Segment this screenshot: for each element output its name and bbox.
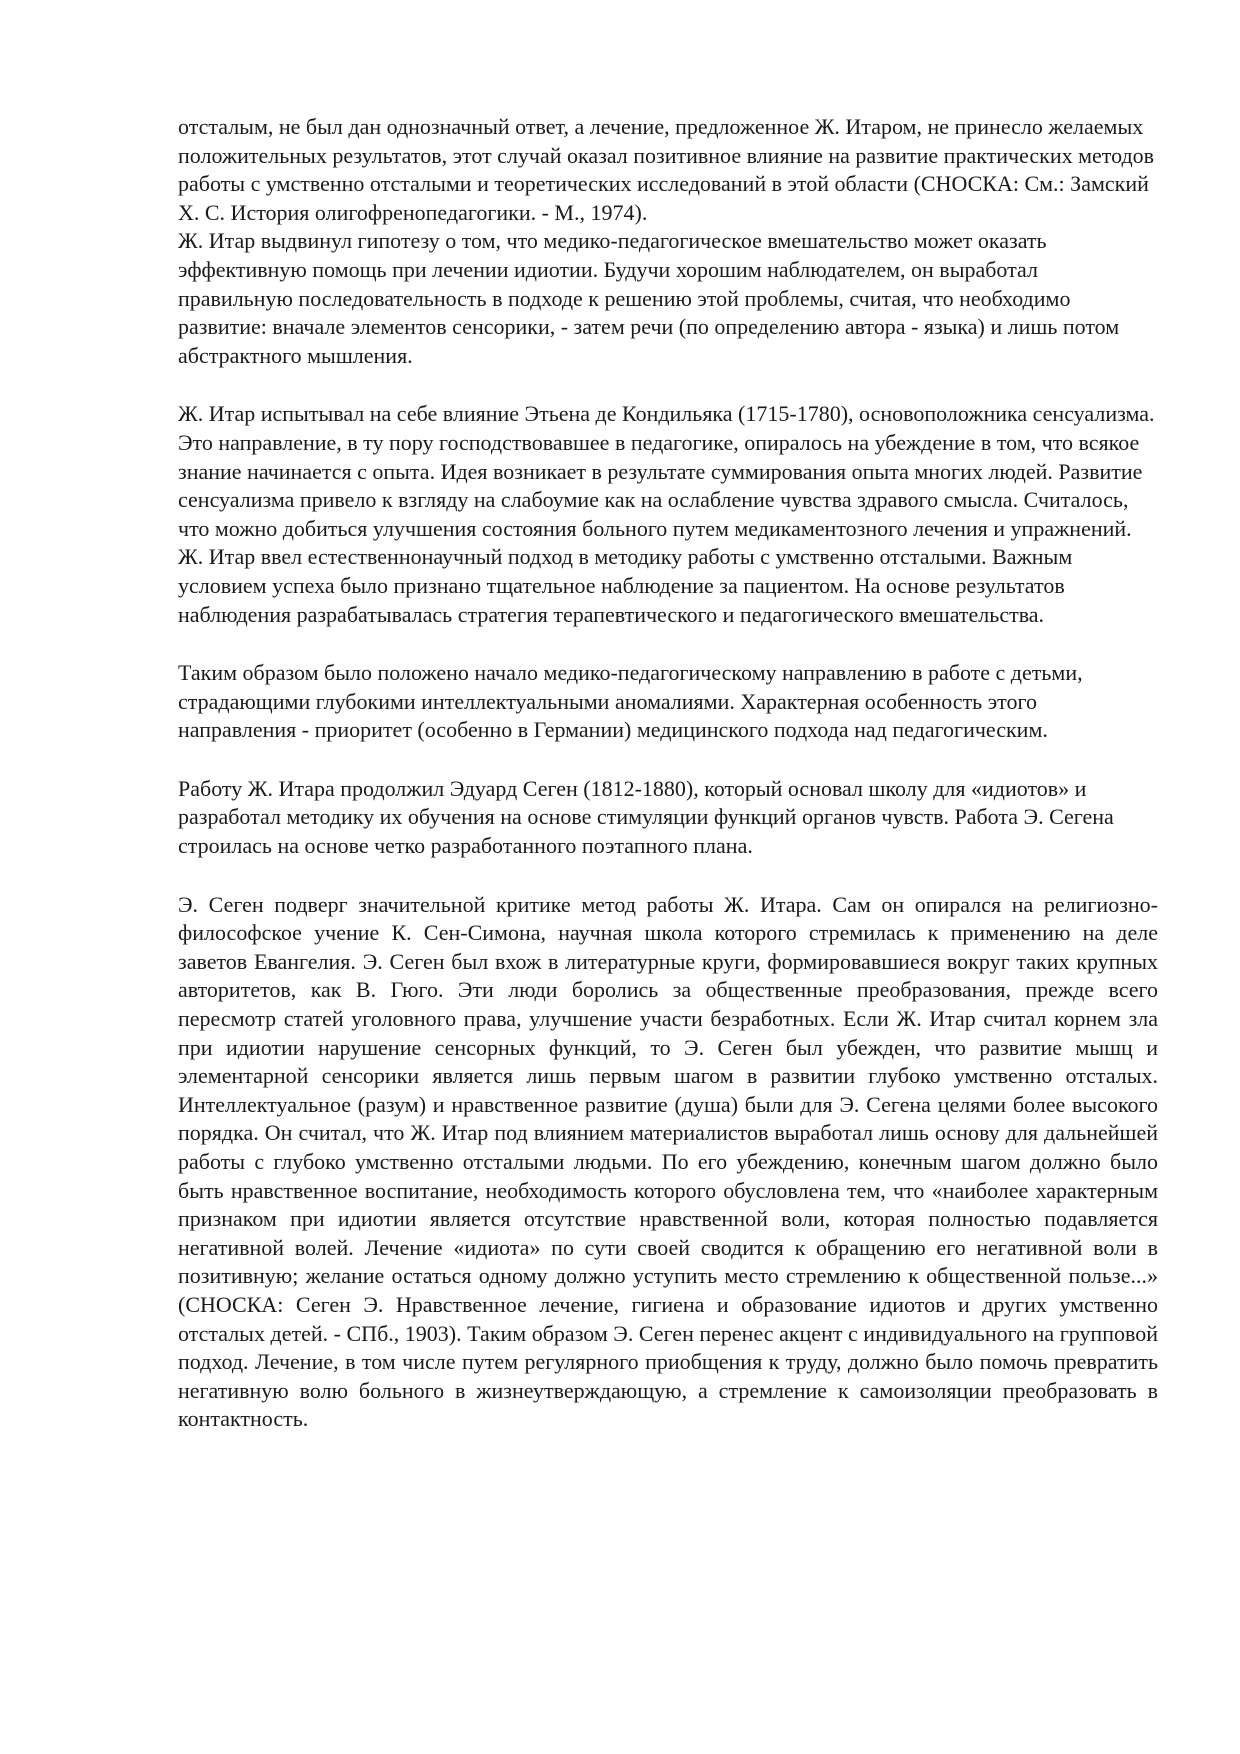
- paragraph-spacer: [178, 629, 1158, 659]
- paragraph-spacer: [178, 861, 1158, 891]
- paragraph-itard-hypothesis: Ж. Итар выдвинул гипотезу о том, что медико-педагогическое вмешательство может оказать эффективную помощь при лечении идиотии. Будучи хорошим наблюдателем, он выработал правильную последовательность в подходе к решению этой проблемы, считая, что необходимо развитие: вначале элементов сенсорики, - затем речи (по определению автора - языка) и лишь потом абстрактного мышления.: [178, 228, 1120, 368]
- paragraph-itard-case-continuation: отсталым, не был дан однозначный ответ, а лечение, предложенное Ж. Итаром, не принесло желаемых положительных результатов, этот случай оказал позитивное влияние на развитие практических методов работы с умственно отсталыми и теоретических исследований в этой области (СНОСКА: См.: Замский X. С. История олигофренопедагогики. - М., 1974).: [178, 114, 1155, 225]
- paragraph-condillac-sensualism: Ж. Итар испытывал на себе влияние Этьена де Кондильяка (1715-1780), основоположника сенсуализма. Это направление, в ту пору господствовавшее в педагогике, опиралось на убеждение в том, что всякое знание начинается с опыта. Идея возникает в результате суммирования опыта многих людей. Развитие сенсуализма привело к взгляду на слабоумие как на ослабление чувства здравого смысла. Считалось, что можно добиться улучшения состояния больного путем медикаментозного лечения и упражнений. Ж. Итар ввел естественнонаучный подход в методику работы с умственно отсталыми. Важным условием успеха было признано тщательное наблюдение за пациентом. На основе результатов наблюдения разрабатывалась стратегия терапевтического и педагогического вмешательства.: [178, 401, 1155, 627]
- paragraph-spacer: [178, 745, 1158, 775]
- paragraph-spacer: [178, 370, 1158, 400]
- paragraph-medical-pedagogical-direction: Таким образом было положено начало медико-педагогическому направлению в работе с детьми, страдающими глубокими интеллектуальными аномалиями. Характерная особенность этого направления - приоритет (особенно в Германии) медицинского подхода над педагогическим.: [178, 660, 1083, 743]
- document-body: [178, 113, 1158, 1434]
- paragraph-seguin-critique: Э. Сеген подверг значительной критике метод работы Ж. Итара. Сам он опирался на религиозно-философское учение К. Сен-Симона, научная школа которого стремилась к применению на деле заветов Евангелия. Э. Сеген был вхож в литературные круги, формировавшиеся вокруг таких крупных авторитетов, как В. Гюго. Эти люди боролись за общественные преобразования, прежде всего пересмотр статей уголовного права, улучшение участи безработных. Если Ж. Итар считал корнем зла при идиотии нарушение сенсорных функций, то Э. Сеген был убежден, что развитие мышц и элементарной сенсорики является лишь первым шагом в развитии глубоко умственно отсталых. Интеллектуальное (разум) и нравственное развитие (душа) были для Э. Сегена целями более высокого порядка. Он считал, что Ж. Итар под влиянием материалистов выработал лишь основу для дальнейшей работы с глубоко умственно отсталыми людьми. По его убеждению, конечным шагом должно было быть нравственное воспитание, необходимость которого обусловлена тем, что «наиболее характерным признаком при идиотии является отсутствие нравственной воли, которая полностью подавляется негативной волей. Лечение «идиота» по сути своей сводится к обращению его негативной воли в позитивную; желание остаться одному должно уступить место стремлению к общественной пользе...» (СНОСКА: Сеген Э. Нравственное лечение, гигиена и образование идиотов и других умственно отсталых детей. - СПб., 1903). Таким образом Э. Сеген перенес акцент с индивидуального на групповой подход. Лечение, в том числе путем регулярного приобщения к труду, должно было помочь превратить негативную волю больного в жизнеутверждающую, а стремление к самоизоляции преобразовать в контактность.: [178, 891, 1158, 1432]
- paragraph-seguin-school: Работу Ж. Итара продолжил Эдуард Сеген (1812-1880), который основал школу для «идиотов» и разработал методику их обучения на основе стимуляции функций органов чувств. Работа Э. Сегена строилась на основе четко разработанного поэтапного плана.: [178, 775, 1114, 859]
